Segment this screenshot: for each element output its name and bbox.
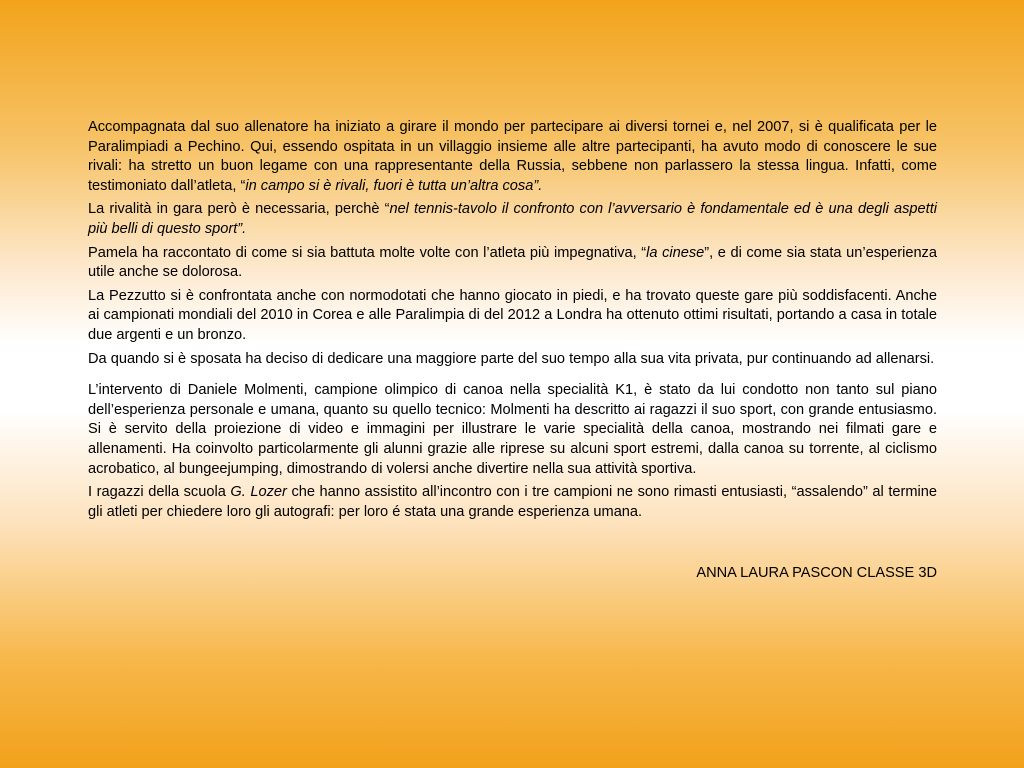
paragraph-7 — [88, 483, 937, 522]
paragraph-7-text-end: che hanno assistito all’incontro con i tre campioni ne sono rimasti entusiasti, “assalendo” al termine gli atleti per chiedere loro gli autografi: per loro é stata una grande esperienza umana. — [88, 484, 937, 520]
paragraph-4-text: La Pezzutto si è confrontata anche con normodotati che hanno giocato in piedi, e ha trovato queste gare più soddisfacenti. Anche ai campionati mondiali del 2010 in Corea e alle Paralimpia di del 2012 a Londra ha ottenuto ottimi risultati, portando a casa in totale due argenti e un bronzo. — [88, 287, 937, 343]
paragraph-1-text: Accompagnata dal suo allenatore ha iniziato a girare il mondo per partecipare ai diversi tornei e, nel 2007, si è qualificata per le Paralimpiadi a Pechino. Qui, essendo ospitata in un villaggio insieme alle altre partecipanti, ha avuto modo di conoscere le sue rivali: ha stretto un buon legame con una rappresentante della Russia, sebbene non parlassero la stessa lingua. Infatti, come testimoniato dall’atleta, “ — [88, 119, 937, 194]
paragraph-3-text-end: ”, e di come sia stata un’esperienza utile anche se dolorosa. — [88, 244, 937, 281]
paragraph-2-quote: nel tennis-tavolo il confronto con l’avversario è fondamentale ed è una degli aspetti più belli di questo sport”. — [88, 201, 937, 237]
paragraph-1 — [88, 118, 937, 196]
paragraph-7-text-start: I ragazzi della scuola — [88, 484, 231, 501]
paragraph-5 — [88, 350, 937, 370]
paragraph-6 — [88, 381, 937, 479]
paragraph-4 — [88, 287, 937, 346]
paragraph-5-text: Da quando si è sposata ha deciso di dedicare una maggiore parte del suo tempo alla sua vita privata, pur continuando ad allenarsi. — [88, 350, 935, 367]
paragraph-7-school-name: G. Lozer — [230, 484, 287, 501]
paragraph-2-text: La rivalità in gara però è necessaria, perchè “ — [88, 201, 390, 218]
paragraph-3-quote: la cinese — [646, 244, 705, 261]
paragraph-3-text-start: Pamela ha raccontato di come si sia battuta molte volte con l’atleta più impegnativa, “ — [88, 244, 647, 261]
paragraph-3 — [88, 244, 937, 283]
slide-text-body — [88, 118, 937, 588]
paragraph-6-text: L’intervento di Daniele Molmenti, campione olimpico di canoa nella specialità K1, è stato da lui condotto non tanto sul piano dell’esperienza personale e umana, quanto su quello tecnico: Molmenti ha descritto ai ragazzi il suo sport, con grande entusiasmo. Si è servito della proiezione di video e immagini per illustrare le varie specialità della canoa, mostrando nei filmati gare e allenamenti. Ha coinvolto particolarmente gli alunni grazie alle riprese su alcuni sport estremi, dalla canoa su torrente, al ciclismo acrobatico, al bungeejumping, dimostrando di volersi anche divertire nella sua attività sportiva. — [88, 382, 937, 477]
paragraph-2 — [88, 200, 937, 239]
author-signature: ANNA LAURA PASCON CLASSE 3D — [696, 565, 937, 582]
paragraph-1-quote: in campo si è rivali, fuori è tutta un’altra cosa”. — [245, 177, 543, 194]
